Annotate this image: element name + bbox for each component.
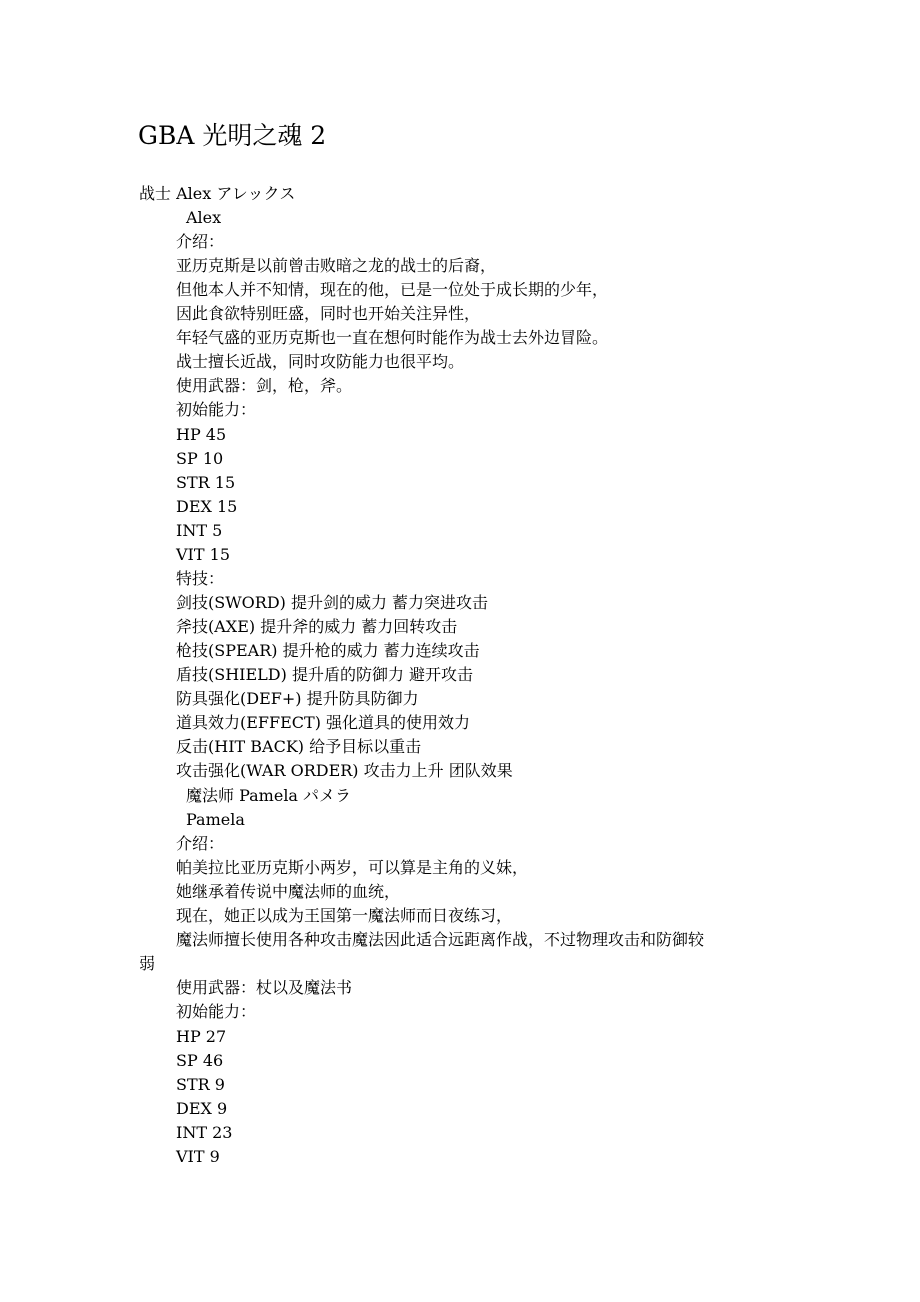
intro-text: 她继承着传说中魔法师的血统，: [176, 882, 401, 901]
skill-item: 防具强化(DEF+) 提升防具防御力: [176, 689, 419, 708]
stat-hp: HP 27: [176, 1027, 227, 1046]
skill-item: 道具效力(EFFECT) 强化道具的使用效力: [176, 713, 471, 732]
stat-sp: SP 46: [176, 1051, 224, 1070]
stat-str: STR 15: [176, 473, 236, 492]
stat-hp: HP 45: [176, 425, 227, 444]
character-name-pamela: Pamela: [186, 810, 245, 829]
intro-label: 介绍：: [176, 232, 225, 251]
weapons-line: 使用武器：杖以及魔法书: [176, 978, 353, 997]
stat-vit: VIT 9: [176, 1147, 220, 1166]
character-heading-alex: 战士 Alex アレックス: [139, 184, 296, 203]
stat-dex: DEX 15: [176, 497, 238, 516]
intro-text: 年轻气盛的亚历克斯也一直在想何时能作为战士去外边冒险。: [176, 328, 609, 347]
initial-stats-label: 初始能力：: [176, 400, 257, 419]
initial-stats-label: 初始能力：: [176, 1002, 257, 1021]
intro-text: 但他本人并不知情，现在的他，已是一位处于成长期的少年，: [176, 280, 609, 299]
intro-text: 战士擅长近战，同时攻防能力也很平均。: [176, 352, 465, 371]
stat-int: INT 5: [176, 521, 223, 540]
character-heading-pamela: 魔法师 Pamela パメラ: [186, 786, 352, 805]
stat-sp: SP 10: [176, 449, 224, 468]
skill-item: 斧技(AXE) 提升斧的威力 蓄力回转攻击: [176, 617, 458, 636]
intro-text-wrap: 弱: [139, 954, 156, 973]
skill-item: 剑技(SWORD) 提升剑的威力 蓄力突进攻击: [176, 593, 489, 612]
stat-str: STR 9: [176, 1075, 225, 1094]
intro-text: 亚历克斯是以前曾击败暗之龙的战士的后裔，: [176, 256, 497, 275]
intro-text: 帕美拉比亚历克斯小两岁，可以算是主角的义妹，: [176, 858, 529, 877]
skills-label: 特技：: [176, 569, 225, 588]
page-title: GBA 光明之魂 2: [138, 121, 327, 150]
skill-item: 枪技(SPEAR) 提升枪的威力 蓄力连续攻击: [176, 641, 480, 660]
stat-dex: DEX 9: [176, 1099, 228, 1118]
character-name-alex: Alex: [186, 208, 222, 227]
intro-text: 现在，她正以成为王国第一魔法师而日夜练习，: [176, 906, 513, 925]
skill-item: 盾技(SHIELD) 提升盾的防御力 避开攻击: [176, 665, 474, 684]
intro-label: 介绍：: [176, 834, 225, 853]
stat-int: INT 23: [176, 1123, 233, 1142]
skill-item: 攻击强化(WAR ORDER) 攻击力上升 团队效果: [176, 761, 513, 780]
intro-text: 魔法师擅长使用各种攻击魔法因此适合远距离作战，不过物理攻击和防御较: [176, 930, 705, 949]
stat-vit: VIT 15: [176, 545, 230, 564]
weapons-line: 使用武器：剑，枪，斧。: [176, 376, 353, 395]
skill-item: 反击(HIT BACK) 给予目标以重击: [176, 737, 422, 756]
intro-text: 因此食欲特别旺盛，同时也开始关注异性，: [176, 304, 481, 323]
